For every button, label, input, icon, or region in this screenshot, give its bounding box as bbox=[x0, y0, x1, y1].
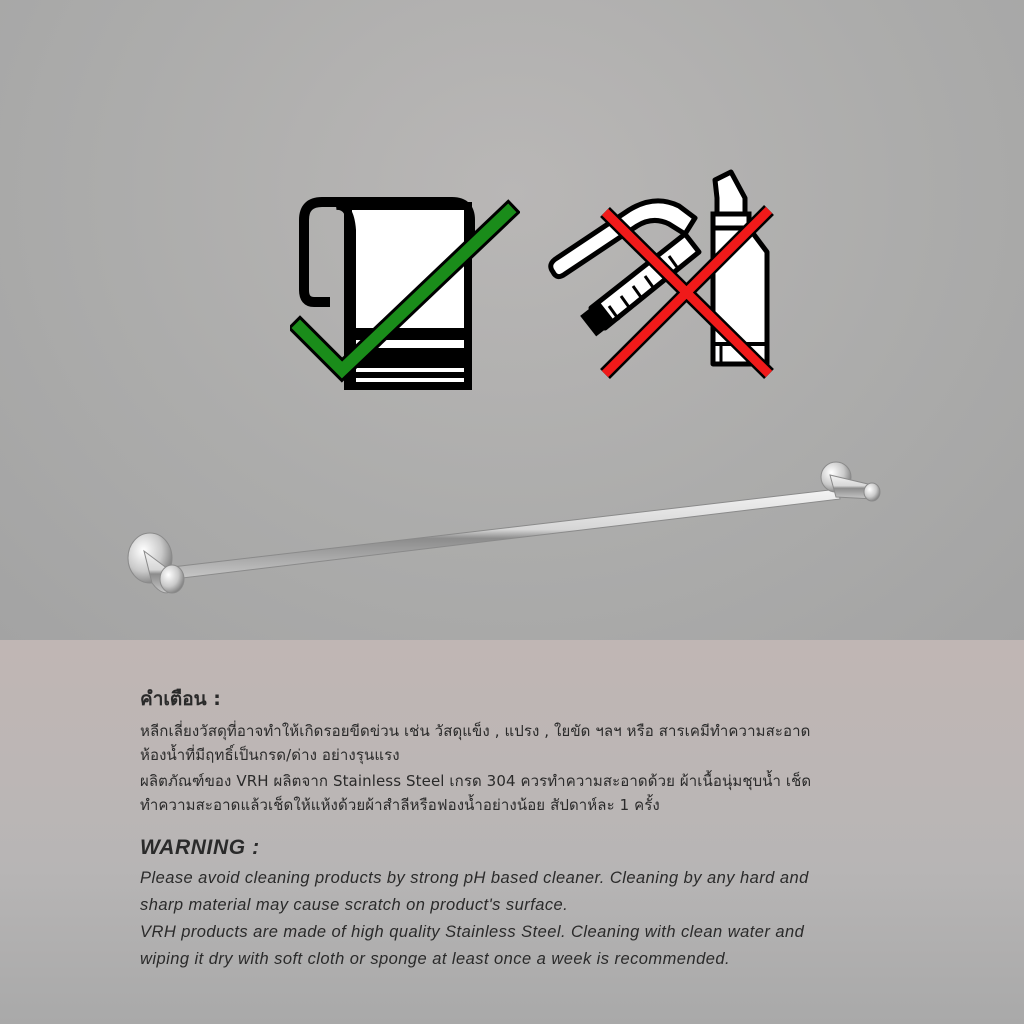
english-warning-title: WARNING : bbox=[140, 836, 260, 859]
brush-bottle-with-cross-group bbox=[545, 168, 785, 383]
towel-rail-image bbox=[120, 455, 890, 605]
towel-with-check-group bbox=[290, 190, 520, 400]
thai-warning-line-2: ห้องน้ำที่มีฤทธิ์เป็นกรด/ด่าง อย่างรุนแรง bbox=[140, 746, 400, 764]
thai-warning-line-3: ผลิตภัณฑ์ของ VRH ผลิตจาก Stainless Steel เกรด 304 ควรทำความสะอาดด้วย ผ้าเนื้อนุ่มชุบน้ำ เช็ด bbox=[140, 772, 812, 790]
english-warning-line-4: wiping it dry with soft cloth or sponge at least once a week is recommended. bbox=[140, 950, 730, 968]
thai-warning-line-4: ทำความสะอาดแล้วเช็ดให้แห้งด้วยผ้าสำลีหรือฟองน้ำอย่างน้อย สัปดาห์ละ 1 ครั้ง bbox=[140, 796, 660, 814]
thai-warning-title: คำเตือน : bbox=[140, 688, 221, 710]
english-warning-line-3: VRH products are made of high quality Stainless Steel. Cleaning with clean water and bbox=[140, 923, 805, 941]
english-warning-line-1: Please avoid cleaning products by strong pH based cleaner. Cleaning by any hard and bbox=[140, 869, 809, 887]
thai-warning-line-1: หลีกเลี่ยงวัสดุที่อาจทำให้เกิดรอยขีดข่วน เช่น วัสดุแข็ง , แปรง , ใยขัด ฯลฯ หรือ สารเคมีทำความสะอาด bbox=[140, 722, 811, 740]
english-warning-line-2: sharp material may cause scratch on product's surface. bbox=[140, 896, 569, 914]
brush-icon bbox=[551, 201, 699, 337]
